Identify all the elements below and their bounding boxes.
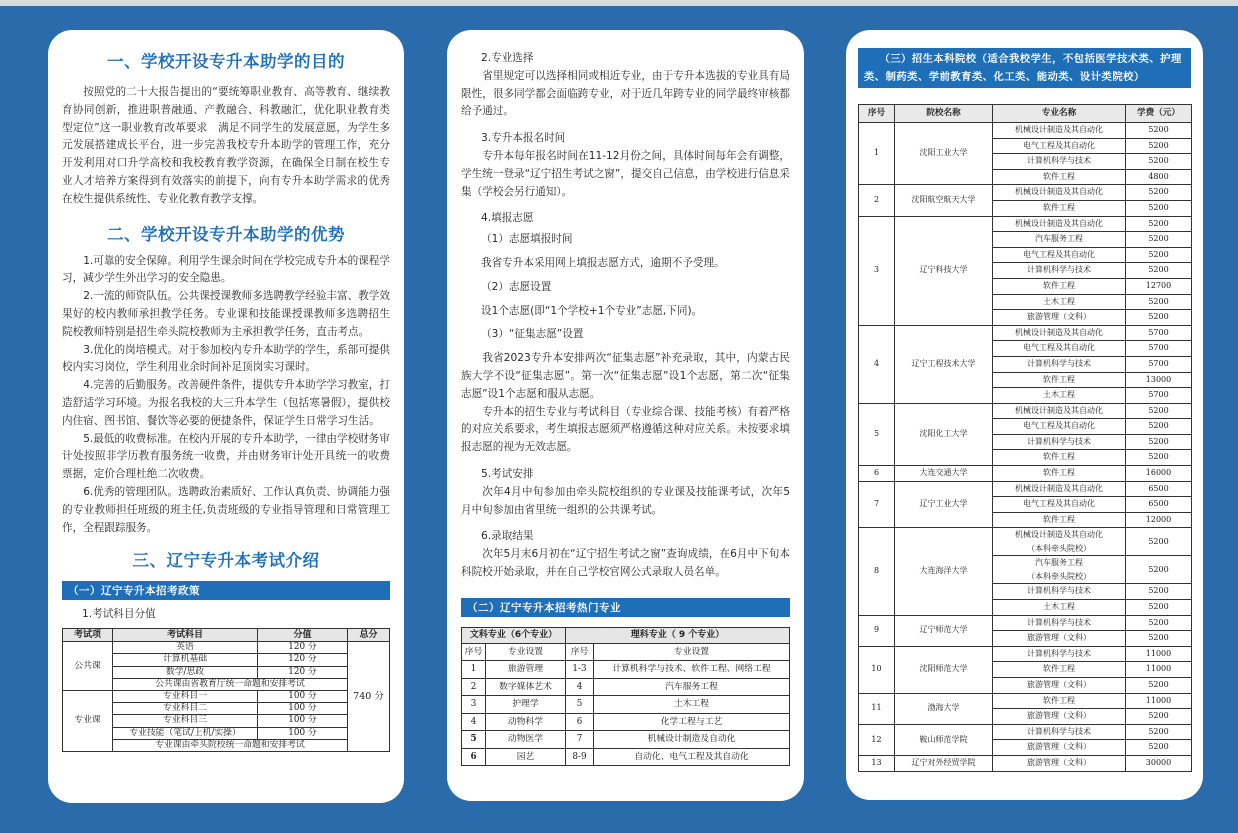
hot-header-arts: 文科专业（6个专业）: [462, 627, 566, 643]
policy-bar: （一）辽宁专升本招考政策: [62, 581, 390, 600]
heading-signup-time: 3.专升本报名时间: [481, 132, 566, 145]
school-row: [859, 528, 1192, 556]
tuition-fee: 5200: [1126, 556, 1192, 584]
exam-score: 100 分: [258, 715, 348, 727]
major-name: 电气工程及其自动化: [993, 138, 1126, 154]
exam-score: 120 分: [258, 654, 348, 666]
tuition-fee: 30000: [1126, 755, 1192, 771]
school-row: [859, 693, 1192, 709]
text-major-choice: 省里规定可以选择相同或相近专业，由于专升本选拔的专业具有局限性，很多同学都会面临跨专业，对于近几年跨专业的同学最终审核都给予通过。: [461, 69, 790, 118]
exam-score: 100 分: [258, 727, 348, 739]
tuition-fee: 12000: [1126, 512, 1192, 528]
school-name: 沈阳师范大学: [895, 646, 993, 693]
major-note: 专业课由牵头院校统一命题和安排考试: [113, 739, 348, 751]
tuition-fee: 5200: [1126, 450, 1192, 466]
hot-cell: 汽车服务工程: [594, 678, 790, 696]
school-number: 10: [859, 646, 895, 693]
exam-header: 总分: [348, 629, 390, 642]
school-number: 1: [859, 123, 895, 185]
tuition-fee: 5200: [1126, 138, 1192, 154]
tuition-fee: 6500: [1126, 481, 1192, 497]
hot-cell: 6: [566, 713, 594, 731]
tuition-fee: 5700: [1126, 356, 1192, 372]
hot-cell: 5: [566, 696, 594, 714]
major-label: 专业课: [63, 691, 113, 752]
school-number: 5: [859, 403, 895, 465]
major-name: 软件工程: [993, 662, 1126, 678]
advantage-item: 1.可靠的安全保障。利用学生课余时间在学校完成专升本的课程学习，减少学生外出学习的安全隐患。: [62, 254, 390, 285]
major-name: 机械设计制造及其自动化 （本科牵头院校）: [993, 528, 1126, 556]
school-row: [859, 123, 1192, 139]
text-exam-schedule: 次年4月中旬参加由牵头院校组织的专业课及技能课考试，次年5月中旬参加由省里统一组织的公共课考试。: [461, 485, 790, 516]
advantage-item: 4.完善的后勤服务。改善硬件条件，提供专升本助学学习教室，打造舒适学习环境。为报名我校的大三升本学生（包括寒暑假），提供校内住宿、图书馆、餐饮等必要的便捷条件，保证学生日常学习生活。: [62, 379, 390, 427]
tuition-fee: 5200: [1126, 528, 1192, 556]
exam-score: 100 分: [258, 703, 348, 715]
exam-header: 分值: [258, 629, 348, 642]
exam-score: 100 分: [258, 691, 348, 703]
major-name: 电气工程及其自动化: [993, 497, 1126, 513]
heading-major-choice: 2.专业选择: [481, 52, 534, 64]
major-name: 计算机科学与技术: [993, 356, 1126, 372]
school-row: [859, 466, 1192, 482]
panel-schools: [846, 30, 1203, 800]
tuition-fee: 5200: [1126, 310, 1192, 326]
tuition-fee: 6500: [1126, 497, 1192, 513]
major-name: 计算机科学与技术: [993, 724, 1126, 740]
tuition-fee: 5700: [1126, 388, 1192, 404]
public-label: 公共课: [63, 642, 113, 691]
tuition-fee: 5200: [1126, 216, 1192, 232]
tuition-fee: 5200: [1126, 615, 1192, 631]
tuition-fee: 5200: [1126, 740, 1192, 756]
school-row: [859, 403, 1192, 419]
tuition-fee: 5200: [1126, 123, 1192, 139]
hot-cell: 动物医学: [486, 731, 566, 749]
school-row: [859, 185, 1192, 201]
tuition-fee: 5200: [1126, 584, 1192, 600]
major-name: 电气工程及其自动化: [993, 419, 1126, 435]
major-name: 计算机科学与技术: [993, 615, 1126, 631]
major-name: 旅游管理（文科）: [993, 310, 1126, 326]
tuition-fee: 5200: [1126, 154, 1192, 170]
tuition-fee: 11000: [1126, 662, 1192, 678]
section-2-title: 二、学校开设专升本助学的优势: [107, 224, 345, 244]
school-number: 2: [859, 185, 895, 216]
major-name: 软件工程: [993, 693, 1126, 709]
school-name: 辽宁工业大学: [895, 481, 993, 528]
heading-exam-schedule: 5.考试安排: [481, 467, 534, 480]
school-header: 学费（元）: [1126, 105, 1192, 123]
school-name: 大连交通大学: [895, 466, 993, 482]
major-name: 计算机科学与技术: [993, 584, 1126, 600]
major-name: 软件工程: [993, 200, 1126, 216]
school-name: 沈阳化工大学: [895, 403, 993, 465]
major-name: 汽车服务工程 （本科牵头院校）: [993, 556, 1126, 584]
exam-score: 120 分: [258, 666, 348, 678]
school-number: 8: [859, 528, 895, 615]
tuition-fee: 5200: [1126, 263, 1192, 279]
major-name: 旅游管理（文科）: [993, 631, 1126, 647]
hot-cell: 护理学: [486, 696, 566, 714]
school-name: 渤海大学: [895, 693, 993, 724]
hot-cell: 化学工程与工艺: [594, 713, 790, 731]
major-name: 软件工程: [993, 450, 1126, 466]
hot-row: [462, 731, 790, 749]
tuition-fee: 5200: [1126, 419, 1192, 435]
tuition-fee: 5200: [1126, 678, 1192, 694]
advantage-item: 6.优秀的管理团队。选聘政治素质好、工作认真负责、协调能力强的专业教师担任班级的班主任,负责班级的专业指导管理和日常管理工作，全程跟踪服务。: [62, 485, 390, 534]
major-name: 汽车服务工程: [993, 232, 1126, 248]
wish-3-text-2: 专升本的招生专业与考试科目（专业综合课、技能考核）有着严格的对应关系要求，考生填报志愿须严格遵循这种对应关系。未按要求填报志愿的视为无效志愿。: [461, 405, 790, 454]
hot-cell: 5: [462, 731, 486, 749]
major-name: 机械设计制造及其自动化: [993, 481, 1126, 497]
school-name: 大连海洋大学: [895, 528, 993, 615]
hot-cell: 数字媒体艺术: [486, 678, 566, 696]
advantage-list: [62, 253, 390, 538]
top-strip: [0, 0, 1238, 6]
exam-total: 740 分: [348, 642, 390, 752]
hot-cell: 土木工程: [594, 696, 790, 714]
wish-2-text: 设1个志愿(即“1个学校+1个专业”志愿,下同)。: [481, 304, 703, 317]
wish-1-heading: （1）志愿填报时间: [481, 233, 573, 246]
exam-subject: 计算机基础: [113, 654, 258, 666]
section-1-title: 一、学校开设专升本助学的目的: [107, 52, 345, 71]
hot-cell: 7: [566, 731, 594, 749]
school-name: 辽宁对外经贸学院: [895, 755, 993, 771]
school-number: 4: [859, 325, 895, 403]
hot-cell: 园艺: [486, 748, 566, 766]
hot-subheader: 专业设置: [486, 643, 566, 661]
hot-row: [462, 713, 790, 731]
tuition-fee: 5200: [1126, 232, 1192, 248]
school-row: [859, 615, 1192, 631]
tuition-fee: 11000: [1126, 646, 1192, 662]
hot-majors-bar: （二）辽宁专升本招考热门专业: [461, 598, 790, 617]
hot-row: [462, 696, 790, 714]
exam-score: 120 分: [258, 642, 348, 654]
school-header: 院校名称: [895, 105, 993, 123]
tuition-fee: 12700: [1126, 278, 1192, 294]
tuition-fee: 5200: [1126, 294, 1192, 310]
advantage-item: 2.一流的师资队伍。公共课授课教师多选聘教学经验丰富、教学效果好的校内教师承担教学任务。专业课和技能课授课教师多选聘招生院校教师特别是招生牵头院校教师为主承担教学任务，直击考点。: [62, 290, 390, 338]
major-name: 机械设计制造及其自动化: [993, 185, 1126, 201]
major-name: 计算机科学与技术: [993, 646, 1126, 662]
advantage-item: 5.最低的收费标准。在校内开展的专升本助学，一律由学校财务审计处按照非学历教育服务统一收费，并由财务审计处开具统一的收费票据，定价合理杜绝二次收费。: [62, 432, 390, 481]
tuition-fee: 5200: [1126, 600, 1192, 616]
major-name: 土木工程: [993, 388, 1126, 404]
school-name: 辽宁师范大学: [895, 615, 993, 646]
school-name: 沈阳工业大学: [895, 123, 993, 185]
tuition-fee: 16000: [1126, 466, 1192, 482]
hot-majors-table: [461, 627, 790, 767]
tuition-fee: 13000: [1126, 372, 1192, 388]
school-row: [859, 646, 1192, 662]
major-name: 计算机科学与技术: [993, 154, 1126, 170]
school-name: 鞍山师范学院: [895, 724, 993, 755]
tuition-fee: 5200: [1126, 185, 1192, 201]
section-1-body: 按照党的二十大报告提出的“要统筹职业教育、高等教育、继续教育协同创新，推进职普融通、产教融合、科教融汇，优化职业教育类型定位”这一职业教育改革要求 满足不同学生的发展意愿，为学生多元发展搭建成长平台，进一步完善我校专升本助学的管理工作，充分开发利用对口升学高校和我校教育教学资源，在确保全日制在校生专业人才培养方案得到有效落实的前提下，向有专升本助学需求的优秀在校生提供系统性、专业化教育教学支撑。: [62, 86, 390, 205]
hot-cell: 4: [462, 713, 486, 731]
major-name: 旅游管理（文科）: [993, 709, 1126, 725]
exam-subject: 英语: [113, 642, 258, 654]
heading-admission-result: 6.录取结果: [481, 530, 534, 543]
hot-row: [462, 748, 790, 766]
major-name: 软件工程: [993, 466, 1126, 482]
school-number: 13: [859, 755, 895, 771]
hot-row: [462, 661, 790, 679]
wish-3-text-1: 我省2023专升本安排两次“征集志愿”补充录取，其中，内蒙古民族大学不设“征集志愿”。第一次“征集志愿”设1个志愿，第二次“征集志愿”设1个志愿和服从志愿。: [461, 352, 790, 400]
tuition-fee: 5200: [1126, 247, 1192, 263]
panel-purpose: [48, 30, 404, 803]
hot-cell: 2: [462, 678, 486, 696]
major-name: 计算机科学与技术: [993, 434, 1126, 450]
school-header: 序号: [859, 105, 895, 123]
exam-header: 考试项: [63, 629, 113, 642]
text-admission-result: 次年5月末6月初在“辽宁招生考试之窗”查询成绩，在6月中下旬本科院校开始录取，并在自己学校官网公式录取人员名单。: [461, 548, 790, 578]
heading-wish: 4.填报志愿: [481, 212, 534, 225]
hot-header-science: 理科专业（ 9 个专业）: [566, 627, 790, 643]
exam-subject: 专业技能（笔试/上机/实操）: [113, 727, 258, 739]
school-header: 专业名称: [993, 105, 1126, 123]
exam-subject: 专业科目二: [113, 703, 258, 715]
hot-subheader: 专业设置: [594, 643, 790, 661]
hot-cell: 4: [566, 678, 594, 696]
exam-header: 考试科目: [113, 629, 258, 642]
school-name: 辽宁科技大学: [895, 216, 993, 325]
major-name: 旅游管理（文科）: [993, 678, 1126, 694]
school-number: 12: [859, 724, 895, 755]
major-name: 软件工程: [993, 169, 1126, 185]
advantage-item: 3.优化的岗培模式。对于参加校内专升本助学的学生，系部可提供校内实习岗位，学生利用业余时间补足顶岗实习课时。: [62, 343, 390, 374]
hot-cell: 8-9: [566, 748, 594, 766]
tuition-fee: 4800: [1126, 169, 1192, 185]
schools-bar: （三）招生本科院校（适合我校学生，不包括医学技术类、护理类、制药类、学前教育类、化工类、能动类、设计类院校）: [858, 48, 1191, 88]
major-name: 软件工程: [993, 512, 1126, 528]
tuition-fee: 5200: [1126, 200, 1192, 216]
school-number: 11: [859, 693, 895, 724]
tuition-fee: 5200: [1126, 709, 1192, 725]
major-name: 软件工程: [993, 278, 1126, 294]
hot-cell: 计算机科学与技术、软件工程、网络工程: [594, 661, 790, 679]
major-name: 土木工程: [993, 600, 1126, 616]
school-row: [859, 481, 1192, 497]
hot-cell: 6: [462, 748, 486, 766]
school-name: 沈阳航空航天大学: [895, 185, 993, 216]
hot-subheader: 序号: [462, 643, 486, 661]
wish-3-heading: （3）“征集志愿”设置: [481, 328, 584, 341]
tuition-fee: 11000: [1126, 693, 1192, 709]
school-row: [859, 325, 1192, 341]
tuition-fee: 5200: [1126, 403, 1192, 419]
hot-row: [462, 678, 790, 696]
school-row: [859, 216, 1192, 232]
major-name: 旅游管理（文科）: [993, 755, 1126, 771]
tuition-fee: 5700: [1126, 341, 1192, 357]
tuition-fee: 5200: [1126, 631, 1192, 647]
panel-exam-process: [447, 30, 804, 801]
tuition-fee: 5200: [1126, 724, 1192, 740]
hot-cell: 旅游管理: [486, 661, 566, 679]
exam-subject: 专业科目三: [113, 715, 258, 727]
major-name: 软件工程: [993, 372, 1126, 388]
subject-heading: 1.考试科目分值: [82, 608, 156, 621]
major-name: 机械设计制造及其自动化: [993, 403, 1126, 419]
hot-cell: 机械设计制造及自动化: [594, 731, 790, 749]
major-name: 电气工程及其自动化: [993, 341, 1126, 357]
exam-subject: 数学/思政: [113, 666, 258, 678]
tuition-fee: 5200: [1126, 434, 1192, 450]
hot-cell: 自动化、电气工程及其自动化: [594, 748, 790, 766]
exam-subject: 专业科目一: [113, 691, 258, 703]
school-row: [859, 755, 1192, 771]
hot-cell: 3: [462, 696, 486, 714]
major-name: 土木工程: [993, 294, 1126, 310]
section-3-title: 三、辽宁专升本考试介绍: [132, 551, 320, 571]
hot-cell: 1: [462, 661, 486, 679]
hot-cell: 动物科学: [486, 713, 566, 731]
text-signup-time: 专升本每年报名时间在11-12月份之间，具体时间每年会有调整，学生统一登录“辽宁招生考试之窗”，提交自己信息，由学校进行信息采集（学校会另行通知）。: [461, 149, 790, 198]
major-name: 机械设计制造及其自动化: [993, 216, 1126, 232]
wish-1-text: 我省专升本采用网上填报志愿方式，逾期不予受理。: [481, 256, 725, 269]
hot-subheader: 序号: [566, 643, 594, 661]
major-name: 计算机科学与技术: [993, 263, 1126, 279]
major-name: 电气工程及其自动化: [993, 247, 1126, 263]
hot-cell: 1-3: [566, 661, 594, 679]
major-name: 机械设计制造及其自动化: [993, 325, 1126, 341]
school-number: 3: [859, 216, 895, 325]
school-row: [859, 724, 1192, 740]
school-number: 9: [859, 615, 895, 646]
school-number: 6: [859, 466, 895, 482]
school-number: 7: [859, 481, 895, 528]
school-name: 辽宁工程技术大学: [895, 325, 993, 403]
wish-2-heading: （2）志愿设置: [481, 280, 552, 293]
exam-score-table: [62, 628, 390, 752]
major-name: 机械设计制造及其自动化: [993, 123, 1126, 139]
major-name: 旅游管理（文科）: [993, 740, 1126, 756]
schools-table: [858, 104, 1192, 772]
tuition-fee: 5700: [1126, 325, 1192, 341]
public-note: 公共课由省教育厅统一命题和安排考试: [113, 678, 348, 690]
